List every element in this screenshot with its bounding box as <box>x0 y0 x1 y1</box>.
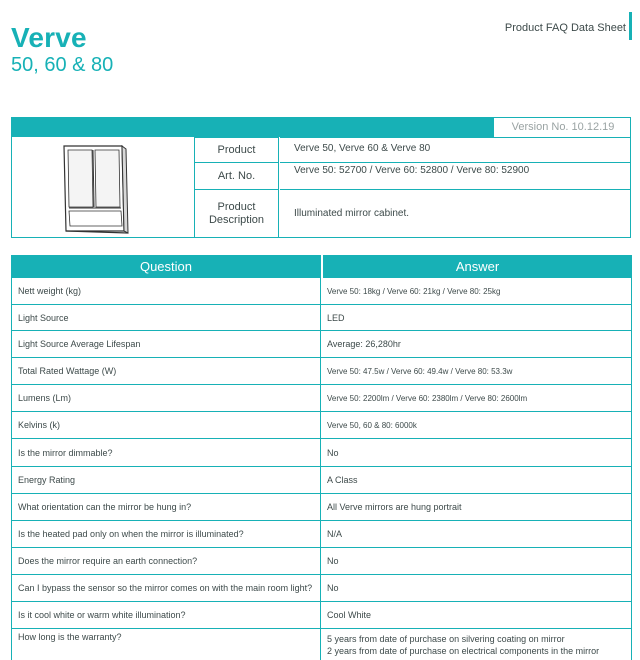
question-cell: Kelvins (k) <box>12 412 321 438</box>
answer-cell: Cool White <box>327 610 372 620</box>
warranty-line-2: 2 years from date of purchase on electrical components in the mirror <box>327 645 600 656</box>
info-header-bar <box>12 118 494 137</box>
header-accent-bar <box>629 12 632 40</box>
question-cell: Light Source <box>12 305 321 330</box>
version-number: Version No. 10.12.19 <box>511 121 615 133</box>
table-row <box>11 358 632 385</box>
product-image <box>12 137 195 237</box>
table-row <box>11 548 632 575</box>
answer-cell: A Class <box>327 475 358 485</box>
question-cell: What orientation can the mirror be hung in? <box>12 494 321 520</box>
table-row <box>11 494 632 521</box>
table-row <box>11 305 632 331</box>
answer-column-header: Answer <box>455 259 500 274</box>
table-row <box>11 602 632 629</box>
table-row <box>11 575 632 602</box>
table-row <box>11 467 632 494</box>
answer-cell <box>321 629 631 660</box>
table-row <box>11 439 632 467</box>
answer-cell: No <box>327 556 339 566</box>
answer-cell: No <box>327 447 339 458</box>
answer-cell: Verve 50: 47.5w / Verve 60: 49.4w / Verve 80: 53.3w <box>327 366 513 376</box>
faq-table <box>11 255 632 660</box>
answer-cell: LED <box>327 312 345 323</box>
table-row <box>11 385 632 412</box>
question-cell: Lumens (Lm) <box>12 385 321 411</box>
question-cell: Is the heated pad only on when the mirror is illuminated? <box>12 521 321 547</box>
spec-value-description: Illuminated mirror cabinet. <box>280 189 630 237</box>
table-row <box>11 629 632 660</box>
question-cell: Nett weight (kg) <box>12 278 321 304</box>
faq-header-row <box>11 255 632 278</box>
product-title: Verve <box>11 22 87 53</box>
question-cell: How long is the warranty? <box>12 629 321 660</box>
answer-cell: Verve 50, 60 & 80: 6000k <box>327 420 417 430</box>
mirror-cabinet-icon <box>12 137 194 237</box>
question-cell: Energy Rating <box>12 467 321 493</box>
question-cell: Total Rated Wattage (W) <box>12 358 321 384</box>
table-row <box>11 278 632 305</box>
spec-value-product: Verve 50, Verve 60 & Verve 80 <box>280 137 630 162</box>
answer-cell: No <box>327 583 339 593</box>
document-type: Product FAQ Data Sheet <box>504 22 626 34</box>
spec-label-description: Product Description <box>195 189 279 237</box>
spec-value-art-no: Verve 50: 52700 / Verve 60: 52800 / Verve 80: 52900 <box>280 162 630 189</box>
spec-label-product: Product <box>195 137 279 162</box>
table-row <box>11 331 632 358</box>
spec-label-art-no: Art. No. <box>195 162 279 189</box>
answer-cell: N/A <box>327 529 343 539</box>
question-cell: Does the mirror require an earth connection? <box>12 548 321 574</box>
table-row <box>11 412 632 439</box>
question-cell: Is it cool white or warm white illumination? <box>12 602 321 628</box>
answer-cell: Verve 50: 18kg / Verve 60: 21kg / Verve 80: 25kg <box>327 286 501 296</box>
question-cell: Is the mirror dimmable? <box>12 439 321 466</box>
product-info-box <box>11 117 631 238</box>
question-cell: Light Source Average Lifespan <box>12 331 321 357</box>
answer-cell: Verve 50: 2200lm / Verve 60: 2380lm / Verve 80: 2600lm <box>327 393 528 403</box>
product-subtitle: 50, 60 & 80 <box>11 54 114 76</box>
table-row <box>11 521 632 548</box>
question-cell: Can I bypass the sensor so the mirror comes on with the main room light? <box>12 575 321 601</box>
warranty-line-1: 5 years from date of purchase on silvering coating on mirror <box>327 633 565 644</box>
answer-cell: Average: 26,280hr <box>327 339 401 349</box>
answer-cell: All Verve mirrors are hung portrait <box>327 502 462 512</box>
question-column-header: Question <box>11 255 323 278</box>
